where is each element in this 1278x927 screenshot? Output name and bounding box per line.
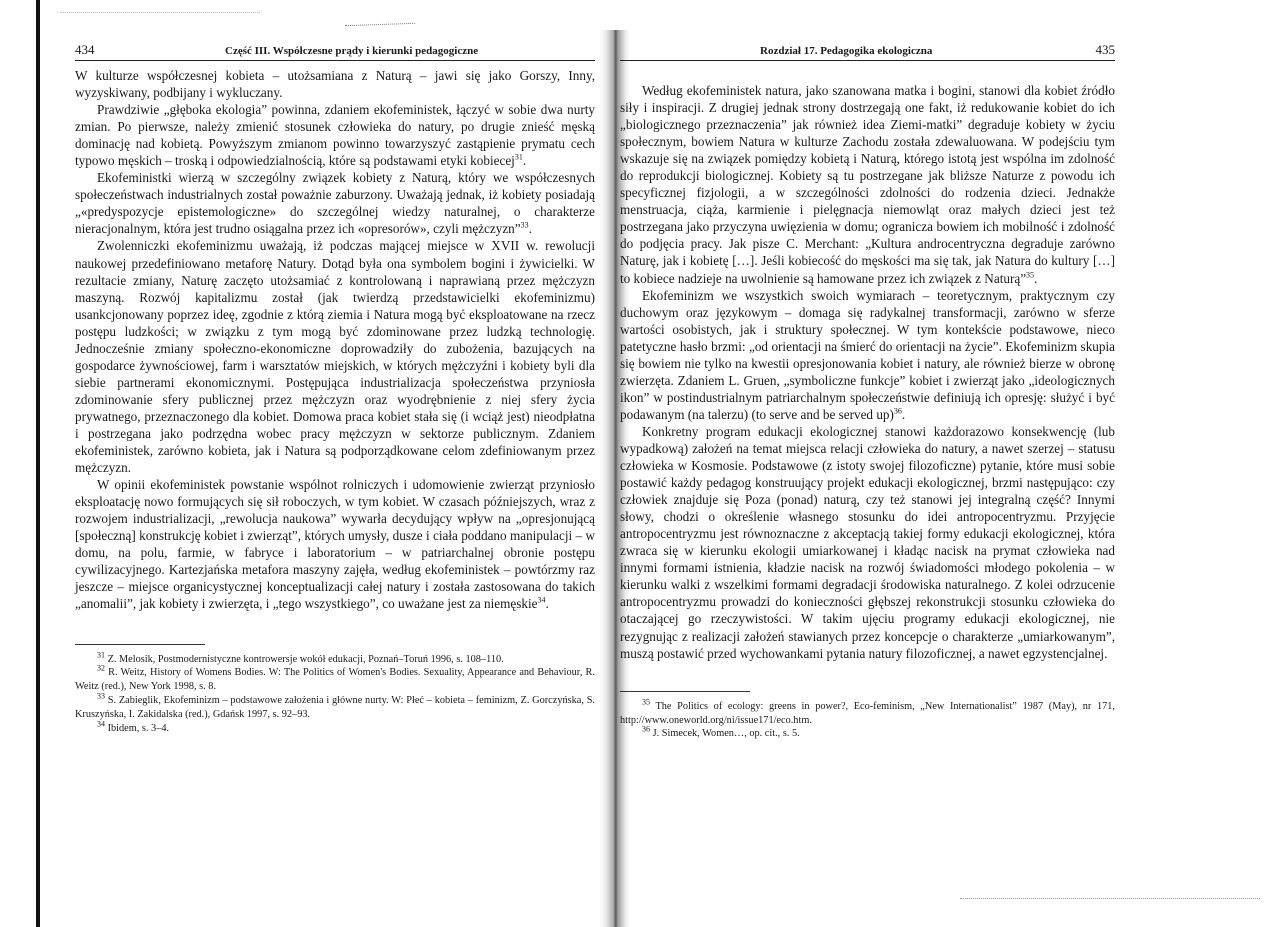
paragraph (75, 237, 595, 476)
scan-noise-top (60, 2, 260, 13)
scan-edge-bar (36, 0, 40, 927)
footnote-ref: 33 (520, 221, 529, 231)
paragraph (620, 287, 1115, 423)
paragraph-tail: . (528, 221, 532, 237)
right-page (620, 40, 1115, 741)
scan-noise-bottom (960, 898, 1260, 907)
right-page-number: 435 (1095, 42, 1115, 57)
right-page-header (620, 40, 1115, 61)
footnote-text: J. Simecek, Women…, op. cit., s. 5. (650, 728, 800, 740)
left-page-number: 434 (75, 42, 95, 57)
paragraph-tail: . (901, 406, 906, 422)
footnote-item (75, 691, 595, 722)
paragraph-tail: . (545, 596, 549, 612)
right-body-text (620, 82, 1115, 662)
left-footnote-rule (75, 644, 205, 645)
footnote-ref: 35 (1026, 270, 1035, 280)
footnote-text: R. Weitz, History of Womens Bodies. W: The Politics of Women's Bodies. Sexuality, Appearance and Behaviour, R. Weitz (red.), New York 1998, s. 8. (75, 667, 595, 693)
left-running-title: Część III. Współczesne prądy i kierunki pedagogiczne (225, 45, 479, 57)
footnote-number: 36 (642, 724, 650, 734)
left-page (75, 40, 595, 736)
paragraph (75, 67, 595, 101)
paragraph-text: W kulturze współczesnej kobieta – utożsamiana z Naturą – jawi się jako Gorszy, Inny, wyzyskiwany, podbijany i wykluczany. (75, 68, 595, 101)
footnote-item (620, 724, 1115, 741)
paragraph (75, 101, 595, 169)
footnote-item (75, 719, 595, 736)
footnote-text: Ibidem, s. 3–4. (105, 723, 170, 735)
paragraph (620, 82, 1115, 287)
footnote-ref: 31 (514, 152, 523, 162)
footnote-text: Z. Melosik, Postmodernistyczne kontrowersje wokół edukacji, Poznań–Toruń 1996, s. 108–110. (105, 653, 504, 665)
paragraph-tail: . (522, 153, 527, 169)
paragraph-text: W opinii ekofeministek powstanie wspólnot rolniczych i udomowienie zwierząt przyniosło eksploatację nowo formujących się sił roboczych, w tym kobiet. W czasach późniejszych, wraz z rozwojem industrializacji, „rewolucja naukowa” wywarła decydujący wpływ na „opresjonującą [społeczną] konstrukcję kobiet i zwierząt”, których umysły, dusze i ciała poddano manipulacji – w domu, na polu, farmie, w fabryce i laboratorium – w patriarchalnej obronie postępu cywilizacyjnego. Kartezjańska metafora maszyny zajęła, według ekofeministek – powtórzmy raz jeszcze – miejsce organicystycznej konceptualizacji całej natury i została zastosowana do takich „anomalii”, jak kobiety i zwierzęta, i „tego wszystkiego”, co uważane jest za niemęskie (75, 477, 595, 612)
paragraph-text: Zwolenniczki ekofeminizmu uważają, iż podczas mającej miejsce w XVII w. rewolucji naukowej przedefiniowano metaforę Natury. Dotąd była ona symbolem bogini i żywicielki. W rezultacie zmiany, Naturę zaczęto utożsamiać z kontrolowaną i naprawianą przez mężczyzn maszyną. Rozwój kapitalizmu został (jak twierdzą przedstawicielki ekofeminizmu) usankcjonowany poprzez ideę, zgodnie z którą ziemia i Natura mogą być eksploatowane na rzecz postępu ludzkości; w związku z tym mogą być zdominowane przez ludzką technologię. Jednocześnie zmiany społeczno-ekonomiczne doprowadziły do zubożenia, bazujących na gospodarce żywnościowej, farm i warsztatów miejskich, w których mężczyźni i kobiety byli dla siebie partnerami ekonomicznymi. Postępująca industrializacja społeczeństwa przyniosła zdominowanie sfery publicznej przez mężczyzn oraz wyodrębnienie z niej sfery życia prywatnego, przeznaczonego dla kobiet. Domowa praca kobiet stała się (i wciąż jest) nieodpłatna i postrzegana jako podrzędna wobec pracy mężczyzn w sektorze publicznym. Zdaniem ekofeministek, zarówno kobieta, jak i Natura są podporządkowane celom zdefiniowanym przez mężczyzn. (75, 238, 595, 476)
footnote-number: 32 (97, 663, 105, 673)
left-body-text (75, 67, 595, 613)
right-running-title: Rozdział 17. Pedagogika ekologiczna (760, 45, 933, 57)
paragraph-text: Według ekofeministek natura, jako szanowana matka i bogini, stanowi dla kobiet źródło siły i inspiracji. Z drugiej jednak strony dostrzegają one fakt, iż redukowanie kobiet do ich „biologicznego przeznaczenia” jak również idea Ziemi-matki” degraduje kobiety w życiu społecznym, bowiem Natura w kulturze Zachodu została zdewaluowana. W podejściu tym wskazuje się na związek pomiędzy kobietą i Naturą, którego istotą jest wspólna im zdolność do reprodukcji biologicznej. Kobiety są tu postrzegane jak bliższe Naturze z powodu ich specyficznej fizjologii, a w szczególności zdolności do rodzenia dzieci. Jednakże menstruacja, ciąża, karmienie i pielęgnacja niemowląt oraz małych dzieci jest też postrzegana jako przyczyna uwięzienia w domu; ogranicza bowiem ich mobilność i zdolność do podjęcia pracy. Jak pisze C. Merchant: „Kultura androcentryczna degraduje zarówno Naturę, jak i kobietę […]. Jeśli kobiecość do męskości ma się tak, jak Natura do kultury […] to kobiece nadzieje na uwolnienie są hamowane przez ich związek z Naturą” (620, 83, 1115, 286)
paragraph (75, 169, 595, 237)
left-page-header (75, 40, 595, 61)
footnote-text: S. Zabieglik, Ekofeminizm – podstawowe założenia i główne nurty. W: Płeć – kobieta – feminizm, Z. Gorczyńska, S. Kruszyńska, I. Zakidalska (red.), Gdańsk 1997, s. 92–93. (75, 695, 595, 721)
footnote-number: 33 (97, 691, 105, 701)
scan-noise-mark (345, 15, 415, 26)
footnote-item (75, 650, 595, 667)
right-footnote-rule (620, 691, 750, 692)
footnote-number: 31 (97, 650, 105, 660)
footnote-number: 35 (642, 697, 650, 707)
paragraph-text: Ekofeminizm we wszystkich swoich wymiarach – teoretycznym, praktycznym czy duchowym oraz językowym – domaga się radykalnej transformacji, zarówno w sferze wartości osobistych, jak i struktury społecznej. W tym kontekście podstawowe, nieco patetyczne hasło brzmi: „od orientacji na śmierć do orientacji na życie”. Ekofeminizm skupia się bowiem nie tylko na kwestii opresjonowania kobiet i natury, ale również bierze w obronę zwierzęta. Zdaniem L. Gruen, „symboliczne funkcje” kobiet i zwierząt jako „ideologicznych ikon” w postindustrialnym patriarchalnym społeczeństwie definiują ich opresję: służyć i być podawanym (na talerzu) (to serve and be served up) (620, 287, 1115, 422)
footnote-ref: 36 (893, 406, 902, 416)
footnote-number: 34 (97, 719, 105, 729)
paragraph-text: Konkretny program edukacji ekologicznej stanowi każdorazowo konsekwencję (lub wypadkową) założeń na temat miejsca relacji człowieka do natury, a nawet szerzej – statusu człowieka w Kosmosie. Podstawowe (z istoty swojej filozoficzne) pytanie, które musi sobie postawić każdy pedagog konstruujący projekt edukacji ekologicznej, brzmi następująco: czy człowiek znajduje się Poza (ponad) naturą, czy też stanowi jej integralną część? Innymi słowy, chodzi o określenie własnego stosunku do idei antropocentryzmu. Przyjęcie antropocentryzmu jest równoznaczne z akceptacją takiej formy edukacji ekologicznej, która zwraca się w kierunku ekologii umiarkowanej i kładąc nacisk na prymat człowieka nad innymi formami istnienia, kładzie nacisk na rozwój świadomości młodego pokolenia – w kierunku walki z wszelkimi formami degradacji środowiska naturalnego. Z kolei odrzucenie antropocentryzmu prowadzi do konieczności głębszej rekonstrukcji stosunku człowieka do otaczającej go rzeczywistości. W takim ujęciu programy edukacji ekologicznej, nie rezygnując z realizacji założeń stawianych przez koncepcje o charakterze „umiarkowanym”, muszą postawić przed wychowankami pytania natury filozoficznej, a nawet egzystencjalnej. (620, 423, 1115, 661)
right-footnotes (620, 697, 1115, 742)
footnote-ref: 34 (537, 596, 546, 606)
footnote-item (75, 663, 595, 694)
paragraph-tail: . (1034, 270, 1038, 286)
footnote-item (620, 697, 1115, 728)
paragraph-text: Prawdziwie „głęboka ekologia” powinna, zdaniem ekofeministek, łączyć w sobie dwa nurty zmian. Po pierwsze, należy zmienić stosunek człowieka do natury, po drugie znieść męską dominację nad kobietą. Powyższym zmianom powinno towarzyszyć zastąpienie prymatu cech typowo męskich – troską i odpowiedzialnością, które są podstawami etyki kobiecej (75, 102, 595, 169)
left-footnotes (75, 650, 595, 736)
paragraph (620, 423, 1115, 662)
paragraph (75, 476, 595, 612)
paragraph-text: Ekofeministki wierzą w szczególny związek kobiety z Naturą, który we współczesnych społeczeństwach industrialnych został poważnie zaburzony. Uważają jednak, iż kobiety posiadają „«predyspozycje epistemologiczne» do szczególnej wiedzy naturalnej, o charakterze nieracjonalnym, która jest trudno osiągalna przez ich «opresorów», czyli mężczyzn” (75, 170, 595, 237)
footnote-text: The Politics of ecology: greens in power?, Eco-feminism, „New Internationalist” 1987 (May), nr 171, http://www.oneworld.org/ni/issue171/eco.htm. (620, 700, 1115, 726)
